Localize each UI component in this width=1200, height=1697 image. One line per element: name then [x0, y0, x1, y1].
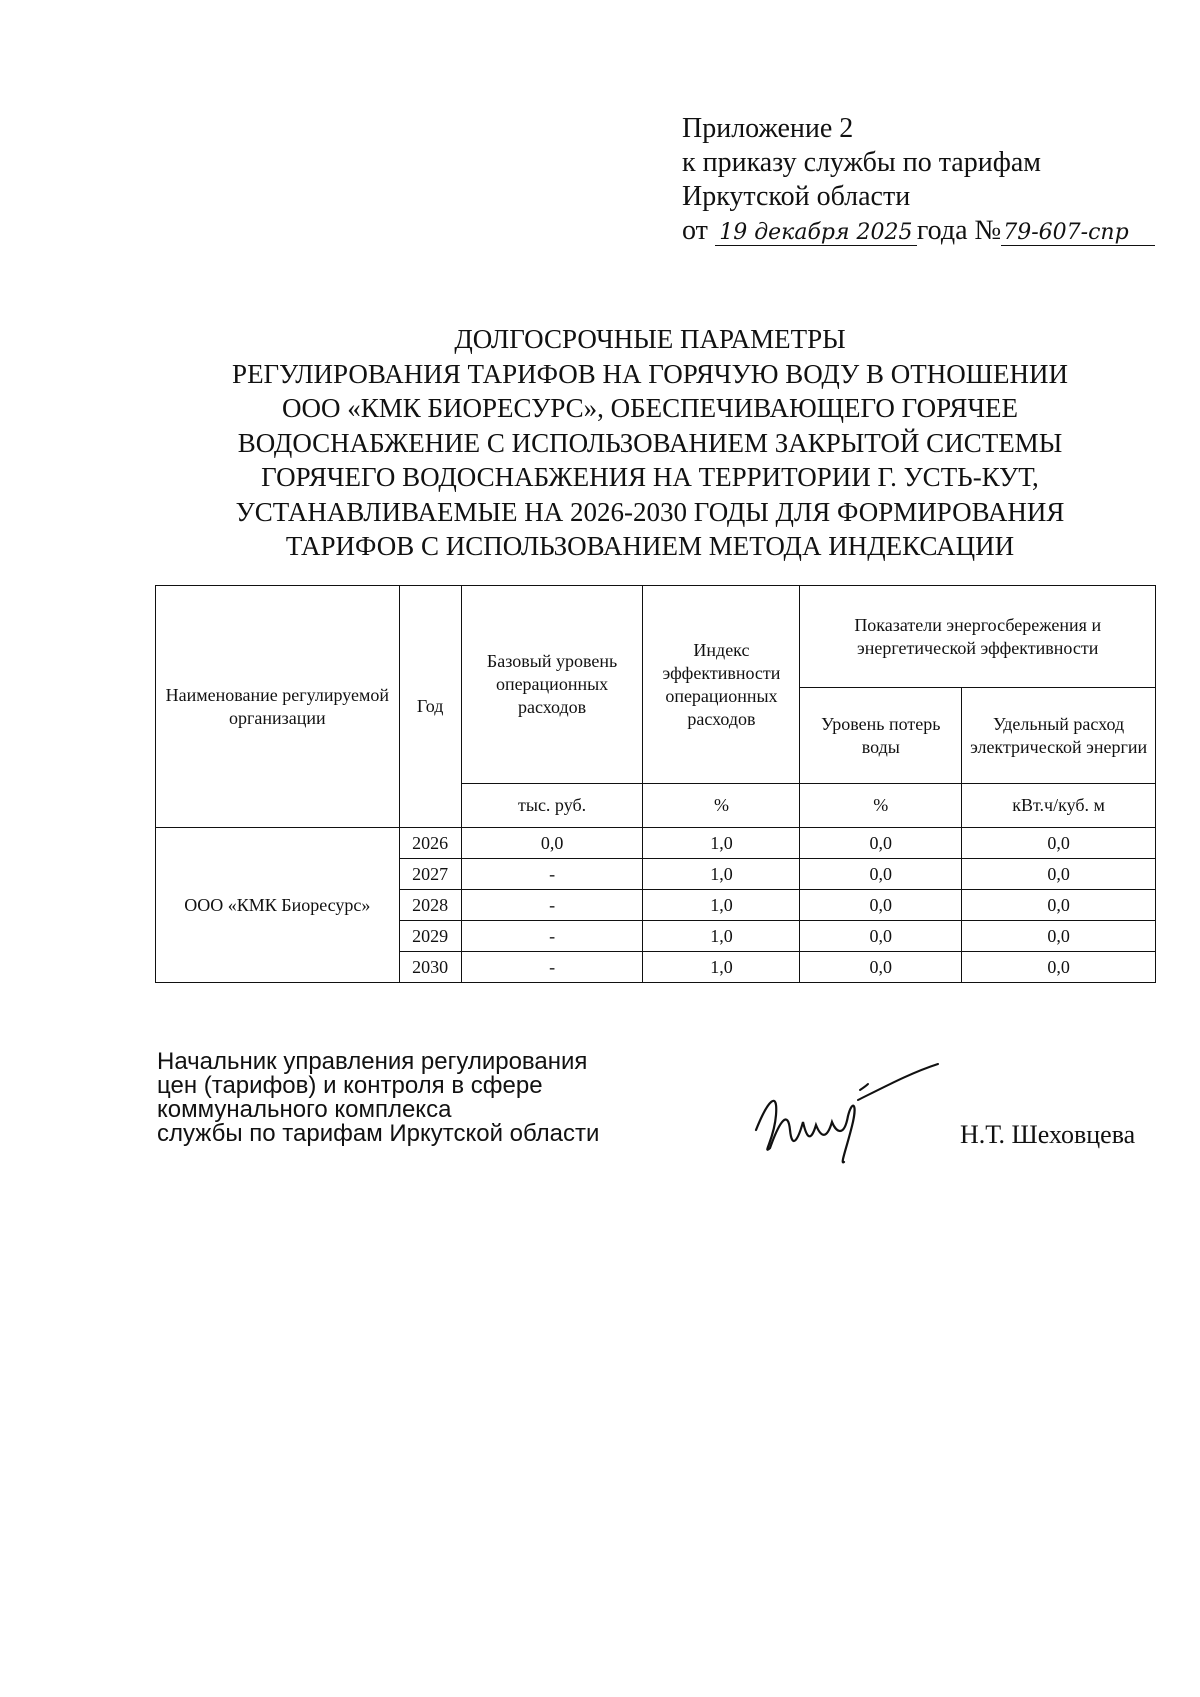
cell-year: 2028 [399, 890, 461, 921]
from-label: от [682, 215, 708, 246]
title-line: ДОЛГОСРОЧНЫЕ ПАРАМЕТРЫ [454, 324, 846, 354]
title-line: ТАРИФОВ С ИСПОЛЬЗОВАНИЕМ МЕТОДА ИНДЕКСАЦИИ [285, 531, 1015, 561]
header-electricity: Удельный расход электрической энергии [962, 688, 1156, 784]
header-year: Год [399, 586, 461, 828]
signatory-position [157, 1050, 599, 1146]
header-row [156, 586, 1156, 688]
parameters-table [155, 585, 1156, 983]
title-line: ГОРЯЧЕГО ВОДОСНАБЖЕНИЯ НА ТЕРРИТОРИИ Г. УСТЬ-КУТ, [261, 462, 1039, 492]
cell-efficiency-index: 1,0 [643, 921, 800, 952]
appendix-date-line [682, 214, 1155, 248]
cell-efficiency-index: 1,0 [643, 952, 800, 983]
cell-efficiency-index: 1,0 [643, 859, 800, 890]
position-line: службы по тарифам Иркутской области [157, 1120, 600, 1147]
appendix-line-3: Иркутской области [682, 181, 911, 212]
cell-base-level: - [461, 952, 643, 983]
cell-base-level: - [461, 859, 643, 890]
cell-efficiency-index: 1,0 [643, 890, 800, 921]
year-number-label: года № [916, 215, 1002, 246]
cell-base-level: - [461, 921, 643, 952]
header-energy-group: Показатели энергосбережения и энергетической эффективности [800, 586, 1156, 688]
cell-electricity: 0,0 [962, 952, 1156, 983]
header-water-loss: Уровень потерь воды [800, 688, 962, 784]
header-base-level: Базовый уровень операционных расходов [461, 586, 643, 784]
cell-water-loss: 0,0 [800, 952, 962, 983]
cell-electricity: 0,0 [962, 828, 1156, 859]
handwritten-date: 19 декабря 2025 [715, 221, 917, 246]
unit-base-level: тыс. руб. [461, 784, 643, 828]
cell-year: 2026 [399, 828, 461, 859]
title-line: ВОДОСНАБЖЕНИЕ С ИСПОЛЬЗОВАНИЕМ ЗАКРЫТОЙ СИСТЕМЫ [237, 427, 1063, 458]
header-organization: Наименование регулируемой организации [156, 586, 400, 828]
position-line: цен (тарифов) и контроля в сфере [157, 1072, 543, 1099]
title-line: РЕГУЛИРОВАНИЯ ТАРИФОВ НА ГОРЯЧУЮ ВОДУ В ОТНОШЕНИИ [232, 358, 1068, 389]
unit-electricity: кВт.ч/куб. м [962, 784, 1156, 828]
cell-year: 2029 [399, 921, 461, 952]
title-line: ООО «КМК БИОРЕСУРС», ОБЕСПЕЧИВАЮЩЕГО ГОРЯЧЕЕ [282, 393, 1018, 423]
title-line: УСТАНАВЛИВАЕМЫЕ НА 2026-2030 ГОДЫ ДЛЯ ФОРМИРОВАНИЯ [235, 496, 1065, 527]
appendix-line-2: к приказу службы по тарифам [682, 147, 1041, 178]
cell-electricity: 0,0 [962, 921, 1156, 952]
header-efficiency-index: Индекс эффективности операционных расходов [643, 586, 800, 784]
handwritten-signature [748, 1060, 948, 1170]
cell-water-loss: 0,0 [800, 921, 962, 952]
signer-name: Н.Т. Шеховцева [960, 1120, 1136, 1149]
cell-base-level: - [461, 890, 643, 921]
document-title [150, 322, 1150, 564]
unit-water-loss: % [800, 784, 962, 828]
cell-water-loss: 0,0 [800, 828, 962, 859]
position-line: Начальник управления регулирования [157, 1048, 588, 1075]
unit-efficiency-index: % [643, 784, 800, 828]
cell-electricity: 0,0 [962, 859, 1156, 890]
table-row [156, 828, 1156, 859]
organization-name: ООО «КМК Биоресурс» [156, 828, 400, 983]
appendix-reference [682, 112, 1155, 248]
cell-year: 2030 [399, 952, 461, 983]
cell-electricity: 0,0 [962, 890, 1156, 921]
appendix-line-1: Приложение 2 [682, 113, 854, 144]
position-line: коммунального комплекса [157, 1096, 452, 1123]
cell-efficiency-index: 1,0 [643, 828, 800, 859]
cell-water-loss: 0,0 [800, 859, 962, 890]
cell-water-loss: 0,0 [800, 890, 962, 921]
handwritten-order-number: 79-607-спр [1001, 221, 1155, 246]
cell-year: 2027 [399, 859, 461, 890]
cell-base-level: 0,0 [461, 828, 643, 859]
